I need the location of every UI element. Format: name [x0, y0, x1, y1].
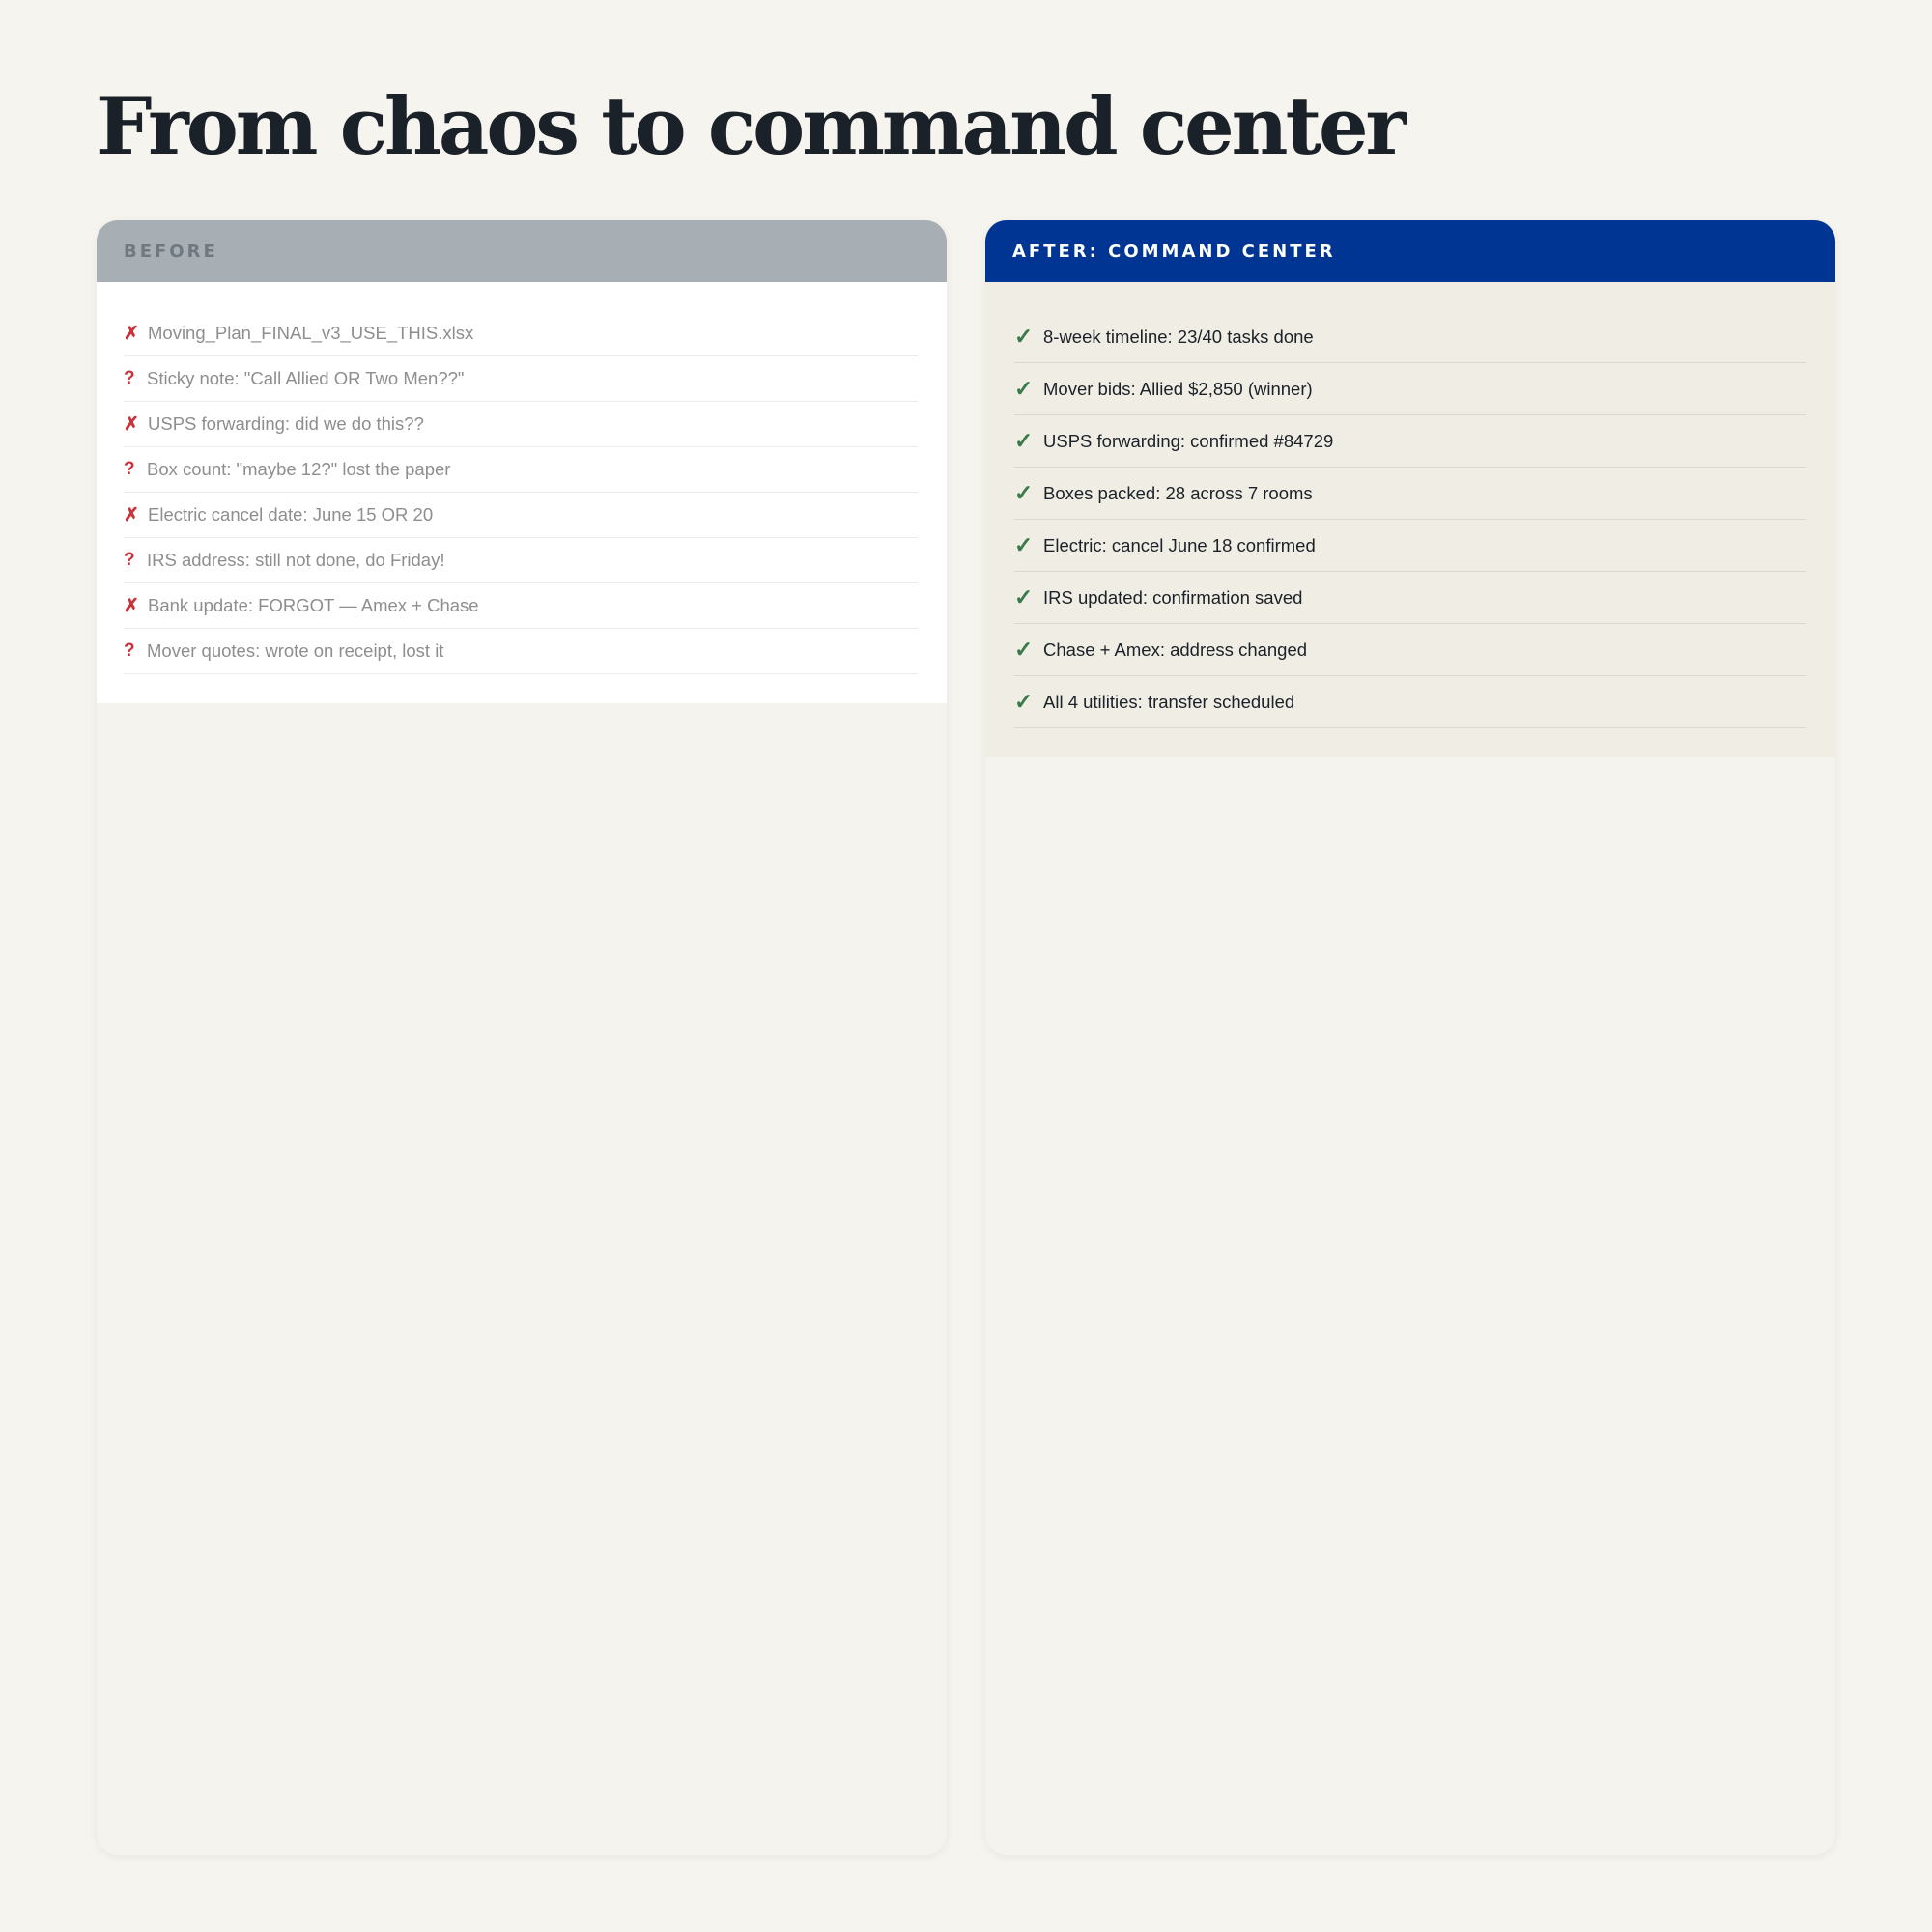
after-list-item [1014, 676, 1806, 728]
after-card-header: AFTER: COMMAND CENTER [985, 220, 1835, 282]
after-list-item [1014, 572, 1806, 624]
check-icon: ✓ [1014, 324, 1034, 349]
before-item-text: Electric cancel date: June 15 OR 20 [148, 504, 434, 525]
check-icon: ✓ [1014, 584, 1034, 610]
before-item-text: Mover quotes: wrote on receipt, lost it [147, 640, 444, 661]
question-icon: ? [124, 550, 135, 570]
after-list-item [1014, 363, 1806, 415]
before-item-text: IRS address: still not done, do Friday! [147, 550, 445, 570]
after-item-text: Chase + Amex: address changed [1043, 639, 1308, 660]
before-card [97, 220, 947, 1855]
before-item-text: Moving_Plan_FINAL_v3_USE_THIS.xlsx [148, 323, 474, 343]
after-list-item [1014, 311, 1806, 363]
question-icon: ? [124, 640, 135, 661]
after-list-item [1014, 520, 1806, 572]
after-item-text: USPS forwarding: confirmed #84729 [1043, 430, 1334, 451]
check-icon: ✓ [1014, 376, 1034, 401]
before-card-header: BEFORE [97, 220, 947, 282]
before-list-item [124, 402, 918, 447]
after-item-text: 8-week timeline: 23/40 tasks done [1043, 326, 1314, 347]
page-title: From chaos to command center [97, 81, 1405, 173]
after-item-text: All 4 utilities: transfer scheduled [1043, 691, 1295, 712]
after-list-item [1014, 468, 1806, 520]
before-list-item [124, 311, 918, 356]
check-icon: ✓ [1014, 637, 1034, 662]
cross-icon: ✗ [124, 504, 139, 526]
after-list [985, 282, 1835, 757]
question-icon: ? [124, 368, 135, 388]
before-item-text: Bank update: FORGOT — Amex + Chase [148, 595, 479, 615]
before-list-item [124, 356, 918, 402]
after-list-item [1014, 624, 1806, 676]
cross-icon: ✗ [124, 413, 139, 435]
cross-icon: ✗ [124, 323, 139, 344]
before-item-text: Box count: "maybe 12?" lost the paper [147, 459, 451, 479]
before-list-item [124, 629, 918, 674]
before-list-item [124, 538, 918, 583]
before-list [97, 282, 947, 703]
check-icon: ✓ [1014, 428, 1034, 453]
check-icon: ✓ [1014, 480, 1034, 505]
after-list-item [1014, 415, 1806, 468]
after-item-text: Boxes packed: 28 across 7 rooms [1043, 482, 1313, 503]
after-item-text: IRS updated: confirmation saved [1043, 586, 1303, 608]
before-item-text: USPS forwarding: did we do this?? [148, 413, 424, 434]
after-card [985, 220, 1835, 1855]
before-item-text: Sticky note: "Call Allied OR Two Men??" [147, 368, 465, 388]
question-icon: ? [124, 459, 135, 479]
after-item-text: Electric: cancel June 18 confirmed [1043, 534, 1316, 555]
before-list-item [124, 583, 918, 629]
after-item-text: Mover bids: Allied $2,850 (winner) [1043, 378, 1313, 399]
check-icon: ✓ [1014, 689, 1034, 714]
check-icon: ✓ [1014, 532, 1034, 557]
before-list-item [124, 447, 918, 493]
cross-icon: ✗ [124, 595, 139, 616]
before-list-item [124, 493, 918, 538]
